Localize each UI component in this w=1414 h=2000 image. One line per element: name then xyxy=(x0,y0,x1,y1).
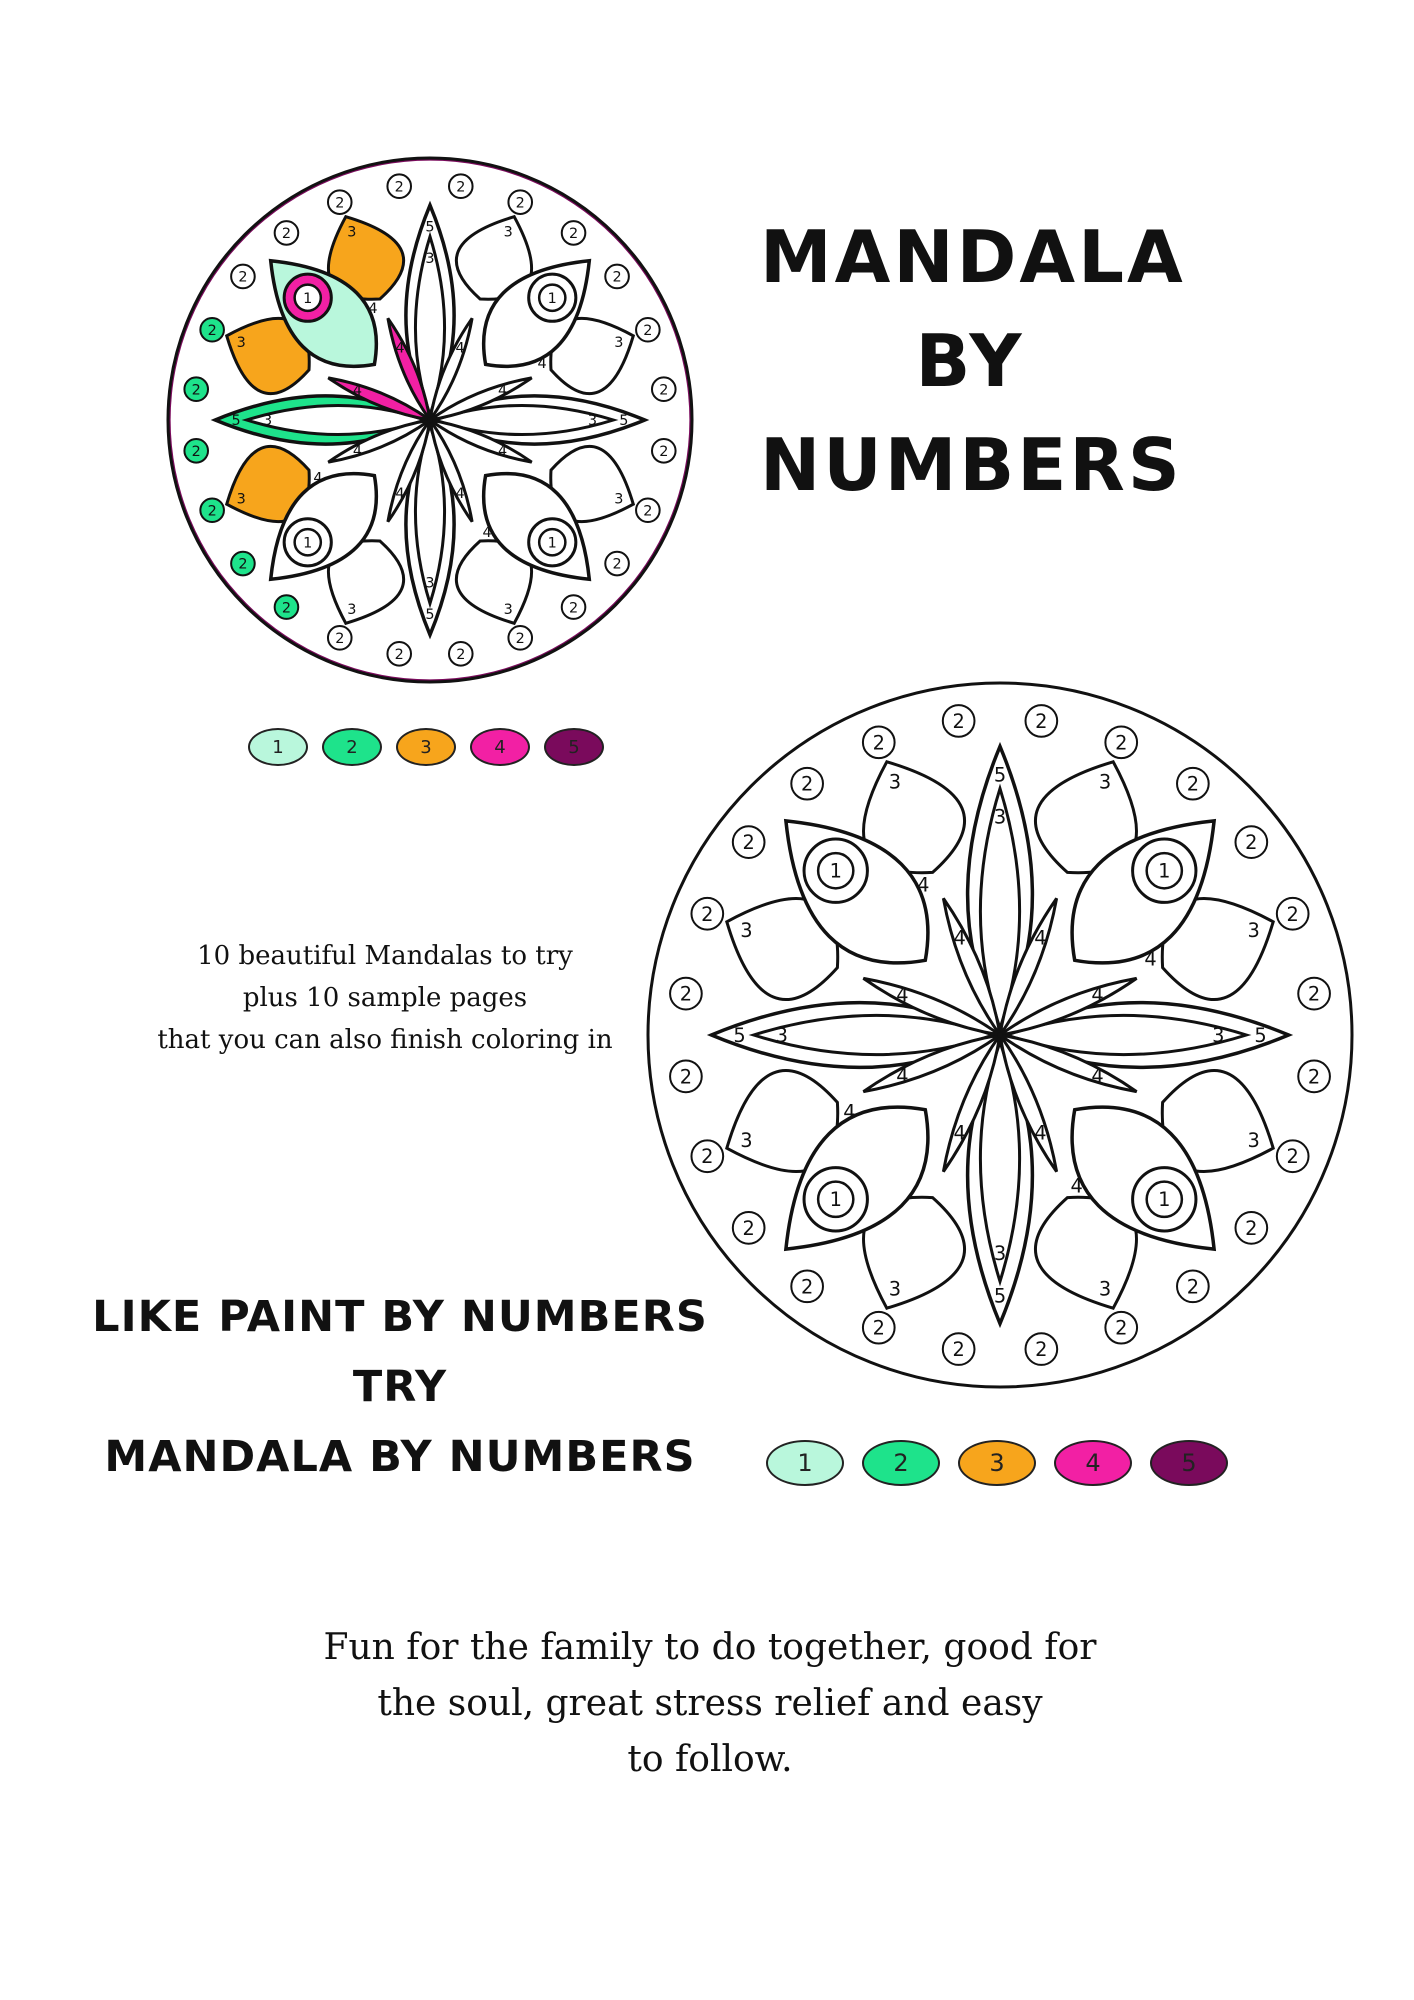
petal-notch-number: 4 xyxy=(313,470,323,487)
petal-notch-number: 4 xyxy=(482,525,492,542)
inner-petal-number: 3 xyxy=(1212,1023,1225,1047)
rim-number: 2 xyxy=(238,269,248,286)
outer-petal-number: 1 xyxy=(1158,859,1171,883)
rim-number: 2 xyxy=(568,600,579,617)
inner-petal-number: 3 xyxy=(775,1023,788,1047)
rim-number: 2 xyxy=(643,503,653,520)
scallop-number: 3 xyxy=(888,770,902,794)
color-swatch-3: 3 xyxy=(396,728,456,766)
rim-number: 2 xyxy=(1286,902,1299,926)
scallop-number: 3 xyxy=(347,224,357,241)
page-title xyxy=(760,205,1186,517)
center-lobe-number: 4 xyxy=(395,340,405,357)
intro-line-3: that you can also finish coloring in xyxy=(157,1025,613,1055)
rim-number: 2 xyxy=(1035,1338,1048,1362)
center-lobe-number: 4 xyxy=(1034,1121,1047,1145)
rim-number: 2 xyxy=(800,772,814,796)
rim-number: 2 xyxy=(456,179,466,196)
scallop-number: 3 xyxy=(503,601,513,618)
petal-tip-number: 5 xyxy=(1254,1023,1267,1047)
rim-number: 2 xyxy=(394,646,404,663)
rim-number: 2 xyxy=(281,226,292,243)
petal-notch-number: 4 xyxy=(537,356,547,373)
scallop-number: 3 xyxy=(1247,918,1260,942)
center-lobe-number: 4 xyxy=(498,383,508,400)
intro-line-2: plus 10 sample pages xyxy=(242,983,528,1013)
center-lobe-number: 4 xyxy=(1091,983,1104,1007)
scallop-number: 3 xyxy=(236,334,246,351)
rim-number: 2 xyxy=(1186,1275,1200,1299)
rim-number: 2 xyxy=(281,600,292,617)
rim-number: 2 xyxy=(238,556,248,573)
rim-number: 2 xyxy=(872,731,885,755)
scallop-number: 3 xyxy=(503,224,513,241)
mandala-center xyxy=(427,417,433,423)
rim-number: 2 xyxy=(659,443,669,460)
outer-petal-number: 1 xyxy=(547,535,557,552)
closing-line-2: the soul, great stress relief and easy xyxy=(377,1683,1043,1724)
title-line-3: NUMBERS xyxy=(760,423,1183,507)
scallop-number: 3 xyxy=(347,601,357,618)
scallop-number: 3 xyxy=(614,334,624,351)
rim-number: 2 xyxy=(1035,709,1048,733)
outer-petal-number: 1 xyxy=(303,290,313,307)
color-swatch-1: 1 xyxy=(248,728,308,766)
rim-number: 2 xyxy=(1307,1065,1321,1089)
title-line-2: BY xyxy=(915,319,1025,403)
inner-petal-number: 3 xyxy=(425,575,435,592)
center-lobe-number: 4 xyxy=(896,983,909,1007)
scallop-number: 3 xyxy=(740,1129,753,1153)
center-lobe-number: 4 xyxy=(352,383,362,400)
color-key xyxy=(766,1440,1228,1486)
rim-number: 2 xyxy=(1186,772,1200,796)
petal-tip-number: 5 xyxy=(231,413,241,430)
color-swatch-3: 3 xyxy=(958,1440,1036,1486)
rim-number: 2 xyxy=(1115,731,1128,755)
rim-number: 2 xyxy=(335,195,345,212)
petal-tip-number: 5 xyxy=(993,1284,1007,1308)
petal-notch-number: 4 xyxy=(843,1100,856,1124)
rim-number: 2 xyxy=(1245,1216,1258,1240)
tagline-line-3: MANDALA BY NUMBERS xyxy=(104,1432,696,1482)
color-swatch-4: 4 xyxy=(470,728,530,766)
outer-petal-number: 1 xyxy=(1158,1188,1171,1212)
rim-number: 2 xyxy=(742,1216,755,1240)
outer-petal-number: 1 xyxy=(829,859,842,883)
rim-number: 2 xyxy=(643,322,653,339)
tagline xyxy=(80,1282,720,1492)
inner-petal-number: 3 xyxy=(262,413,273,430)
scallop-number: 3 xyxy=(1247,1129,1260,1153)
rim-number: 2 xyxy=(568,226,579,243)
inner-petal-number: 3 xyxy=(587,413,598,430)
center-lobe-number: 4 xyxy=(953,1121,966,1145)
rim-number: 2 xyxy=(952,709,965,733)
scallop-number: 3 xyxy=(888,1277,902,1301)
scallop-number: 3 xyxy=(1098,1277,1112,1301)
intro-line-1: 10 beautiful Mandalas to try xyxy=(197,941,573,971)
scallop-number: 3 xyxy=(614,491,624,508)
rim-number: 2 xyxy=(701,902,714,926)
color-swatch-5: 5 xyxy=(1150,1440,1228,1486)
rim-number: 2 xyxy=(952,1338,965,1362)
outer-petal-number: 1 xyxy=(547,290,557,307)
petal-notch-number: 4 xyxy=(1070,1174,1083,1198)
petal-tip-number: 5 xyxy=(425,219,435,236)
rim-number: 2 xyxy=(191,443,201,460)
petal-tip-number: 5 xyxy=(425,607,435,624)
scallop-number: 3 xyxy=(236,491,246,508)
tagline-line-1: LIKE PAINT BY NUMBERS xyxy=(92,1292,708,1342)
outer-petal-number: 1 xyxy=(829,1188,842,1212)
closing-line-3: to follow. xyxy=(627,1739,793,1780)
inner-petal-number: 3 xyxy=(425,250,435,267)
center-lobe-number: 4 xyxy=(896,1064,909,1088)
rim-number: 2 xyxy=(207,503,217,520)
rim-number: 2 xyxy=(679,982,693,1006)
center-lobe-number: 4 xyxy=(395,485,405,502)
rim-number: 2 xyxy=(394,179,404,196)
rim-number: 2 xyxy=(515,195,525,212)
center-lobe-number: 4 xyxy=(953,926,966,950)
rim-number: 2 xyxy=(456,646,466,663)
title-line-1: MANDALA xyxy=(760,215,1186,299)
rim-number: 2 xyxy=(612,269,622,286)
center-lobe-number: 4 xyxy=(455,485,465,502)
rim-number: 2 xyxy=(1115,1316,1128,1340)
rim-number: 2 xyxy=(659,382,669,399)
rim-number: 2 xyxy=(515,631,525,648)
rim-number: 2 xyxy=(612,556,622,573)
intro-text xyxy=(120,935,650,1061)
center-lobe-number: 4 xyxy=(352,443,362,460)
petal-notch-number: 4 xyxy=(368,301,378,318)
scallop-number: 3 xyxy=(740,918,753,942)
mandala-center xyxy=(997,1032,1003,1038)
closing-line-1: Fun for the family to do together, good for xyxy=(323,1627,1097,1668)
rim-number: 2 xyxy=(800,1275,814,1299)
rim-number: 2 xyxy=(872,1316,885,1340)
rim-number: 2 xyxy=(207,322,217,339)
petal-notch-number: 4 xyxy=(917,873,930,897)
color-swatch-2: 2 xyxy=(322,728,382,766)
inner-petal-number: 3 xyxy=(993,1242,1007,1266)
scallop-number: 3 xyxy=(1098,770,1112,794)
center-lobe-number: 4 xyxy=(455,340,465,357)
color-swatch-4: 4 xyxy=(1054,1440,1132,1486)
color-swatch-1: 1 xyxy=(766,1440,844,1486)
colored-sample-mandala xyxy=(160,150,700,690)
sample-color-key xyxy=(248,728,604,766)
rim-number: 2 xyxy=(1245,831,1258,855)
outer-petal-number: 1 xyxy=(303,535,313,552)
closing-text xyxy=(260,1620,1160,1788)
rim-number: 2 xyxy=(742,831,755,855)
rim-number: 2 xyxy=(1286,1145,1299,1169)
rim-number: 2 xyxy=(335,631,345,648)
center-lobe-number: 4 xyxy=(498,443,508,460)
rim-number: 2 xyxy=(679,1065,693,1089)
center-lobe-number: 4 xyxy=(1091,1064,1104,1088)
petal-tip-number: 5 xyxy=(993,763,1007,787)
rim-number: 2 xyxy=(1307,982,1321,1006)
rim-number: 2 xyxy=(191,382,201,399)
rim-number: 2 xyxy=(701,1145,714,1169)
center-lobe-number: 4 xyxy=(1034,926,1047,950)
uncolored-mandala xyxy=(640,675,1360,1395)
petal-tip-number: 5 xyxy=(733,1023,746,1047)
tagline-line-2: TRY xyxy=(352,1362,448,1412)
petal-tip-number: 5 xyxy=(619,413,629,430)
inner-petal-number: 3 xyxy=(993,805,1007,829)
petal-notch-number: 4 xyxy=(1144,947,1157,971)
color-swatch-2: 2 xyxy=(862,1440,940,1486)
color-swatch-5: 5 xyxy=(544,728,604,766)
